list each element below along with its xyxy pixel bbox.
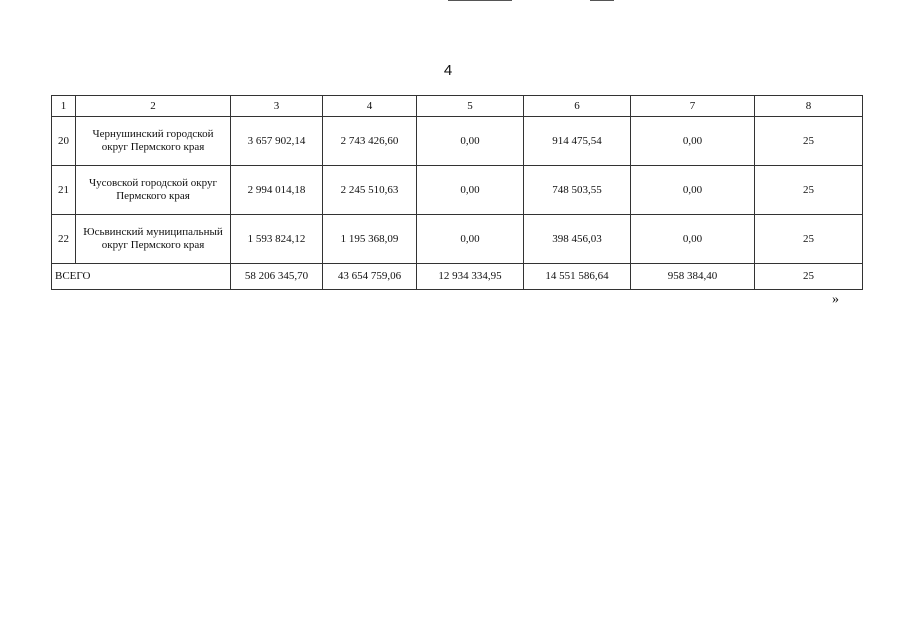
allocation-table [51, 95, 863, 290]
value-cell: 1 593 824,12 [231, 215, 323, 264]
column-header: 5 [417, 96, 524, 117]
row-number: 22 [52, 215, 76, 264]
table-row [52, 215, 863, 264]
municipality-name: Чусовской городской округ Пермского края [76, 166, 231, 215]
top-scan-mark-small [590, 0, 614, 1]
column-header: 8 [755, 96, 863, 117]
value-cell: 398 456,03 [524, 215, 631, 264]
column-header: 2 [76, 96, 231, 117]
table-row [52, 166, 863, 215]
value-cell: 25 [755, 215, 863, 264]
total-value-cell: 12 934 334,95 [417, 264, 524, 290]
value-cell: 2 994 014,18 [231, 166, 323, 215]
value-cell: 0,00 [417, 117, 524, 166]
value-cell: 0,00 [417, 215, 524, 264]
table-total-row [52, 264, 863, 290]
value-cell: 0,00 [631, 215, 755, 264]
value-cell: 748 503,55 [524, 166, 631, 215]
value-cell: 0,00 [417, 166, 524, 215]
column-header: 6 [524, 96, 631, 117]
municipality-name: Чернушинский городской округ Пермского края [76, 117, 231, 166]
total-value-cell: 25 [755, 264, 863, 290]
closing-quote: » [832, 292, 839, 307]
municipality-name: Юсьвинский муниципальный округ Пермского края [76, 215, 231, 264]
total-value-cell: 43 654 759,06 [323, 264, 417, 290]
table-header-row [52, 96, 863, 117]
value-cell: 25 [755, 166, 863, 215]
value-cell: 3 657 902,14 [231, 117, 323, 166]
total-value-cell: 14 551 586,64 [524, 264, 631, 290]
total-label: ВСЕГО [52, 264, 231, 290]
column-header: 1 [52, 96, 76, 117]
column-header: 7 [631, 96, 755, 117]
value-cell: 2 743 426,60 [323, 117, 417, 166]
total-value-cell: 58 206 345,70 [231, 264, 323, 290]
value-cell: 914 475,54 [524, 117, 631, 166]
row-number: 20 [52, 117, 76, 166]
table-row [52, 117, 863, 166]
value-cell: 0,00 [631, 117, 755, 166]
row-number: 21 [52, 166, 76, 215]
column-header: 4 [323, 96, 417, 117]
value-cell: 25 [755, 117, 863, 166]
value-cell: 2 245 510,63 [323, 166, 417, 215]
column-header: 3 [231, 96, 323, 117]
total-value-cell: 958 384,40 [631, 264, 755, 290]
top-scan-mark [448, 0, 512, 1]
value-cell: 0,00 [631, 166, 755, 215]
value-cell: 1 195 368,09 [323, 215, 417, 264]
page-number: 4 [443, 62, 453, 79]
